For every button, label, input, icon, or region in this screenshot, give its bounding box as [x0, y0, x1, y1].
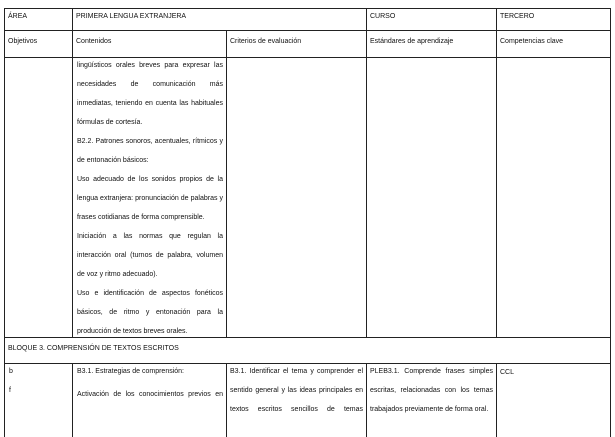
contenidos-line: Uso e identificación de aspectos fonéticos [77, 290, 223, 297]
estandares-line: trabajados previamente de forma oral. [370, 406, 489, 413]
contenidos-line: frases cotidianas de forma comprensible. [77, 214, 205, 221]
contenidos-text [77, 56, 223, 341]
contenidos-line: de voz y ritmo adecuado). [77, 271, 158, 278]
objetivo-item: f [9, 387, 11, 394]
rule-col1 [72, 8, 73, 57]
criterios-line: B3.1. Identificar el tema y comprender el [230, 368, 363, 375]
rule-col2 [226, 30, 227, 337]
bloque3-title: BLOQUE 3. COMPRENSIÓN DE TEXTOS ESCRITOS [8, 345, 179, 352]
contenidos-line: interacción oral (turnos de palabra, volumen [77, 252, 223, 259]
bloque3-estandares [370, 362, 493, 419]
area-label: ÁREA [8, 13, 28, 20]
rule-header-bottom [4, 30, 611, 31]
area-value: PRIMERA LENGUA EXTRANJERA [76, 13, 187, 20]
bloque3-criterios [230, 362, 363, 419]
col-header-competencias: Competencias clave [500, 38, 564, 45]
rule-col1-b3 [72, 363, 73, 437]
col-header-criterios: Criterios de evaluación [230, 38, 302, 45]
rule-col3-b3 [366, 363, 367, 437]
rule-right [610, 8, 611, 437]
contenidos-line: inmediatas, teniendo en cuenta las habituales [77, 100, 223, 107]
contenidos-line: necesidades de comunicación más [77, 81, 223, 88]
contenidos-line: producción de textos breves orales. [77, 328, 188, 335]
rule-top [4, 8, 611, 9]
rule-col2-b3 [226, 363, 227, 437]
criterios-line: textos escritos sencillos de temas [230, 406, 363, 413]
rule-left [4, 8, 5, 437]
curso-value: TERCERO [500, 13, 535, 20]
contenidos-line: lengua extranjera: pronunciación de palabras y [77, 195, 223, 202]
rule-col3 [366, 8, 367, 337]
contenidos-line: básicos, de ritmo y entonación para la [77, 309, 223, 316]
rule-col1-body [72, 57, 73, 337]
contenidos-line: Uso adecuado de los sonidos propios de la [77, 176, 223, 183]
bloque3-contenidos [77, 362, 223, 404]
objetivo-item: b [9, 368, 13, 375]
estandares-line: PLEB3.1. Comprende frases simples [370, 368, 493, 375]
contenidos-line: Iniciación a las normas que regulan la [77, 233, 223, 240]
col-header-estandares: Estándares de aprendizaje [370, 38, 454, 45]
estandares-line: escritas, relacionadas con los temas [370, 387, 493, 394]
col-header-contenidos: Contenidos [76, 38, 112, 45]
contenidos-line: lingüísticos orales breves para expresar las [77, 62, 223, 69]
contenidos-line: de entonación básicos: [77, 157, 149, 164]
rule-col4 [496, 8, 497, 337]
curso-label: CURSO [370, 13, 396, 20]
criterios-line: sentido general y las ideas principales en [230, 387, 363, 394]
contenidos-line: fórmulas de cortesía. [77, 119, 143, 126]
col-header-objetivos: Objetivos [8, 38, 38, 45]
contenidos-line: B3.1. Estrategias de comprensión: [77, 368, 185, 375]
contenidos-line: B2.2. Patrones sonoros, acentuales, rítmicos y [77, 138, 223, 145]
contenidos-line: Activación de los conocimientos previos en [77, 391, 223, 398]
bloque3-objetivos [9, 362, 49, 400]
bloque3-competencias: CCL [500, 369, 515, 376]
rule-col4-b3 [496, 363, 497, 437]
